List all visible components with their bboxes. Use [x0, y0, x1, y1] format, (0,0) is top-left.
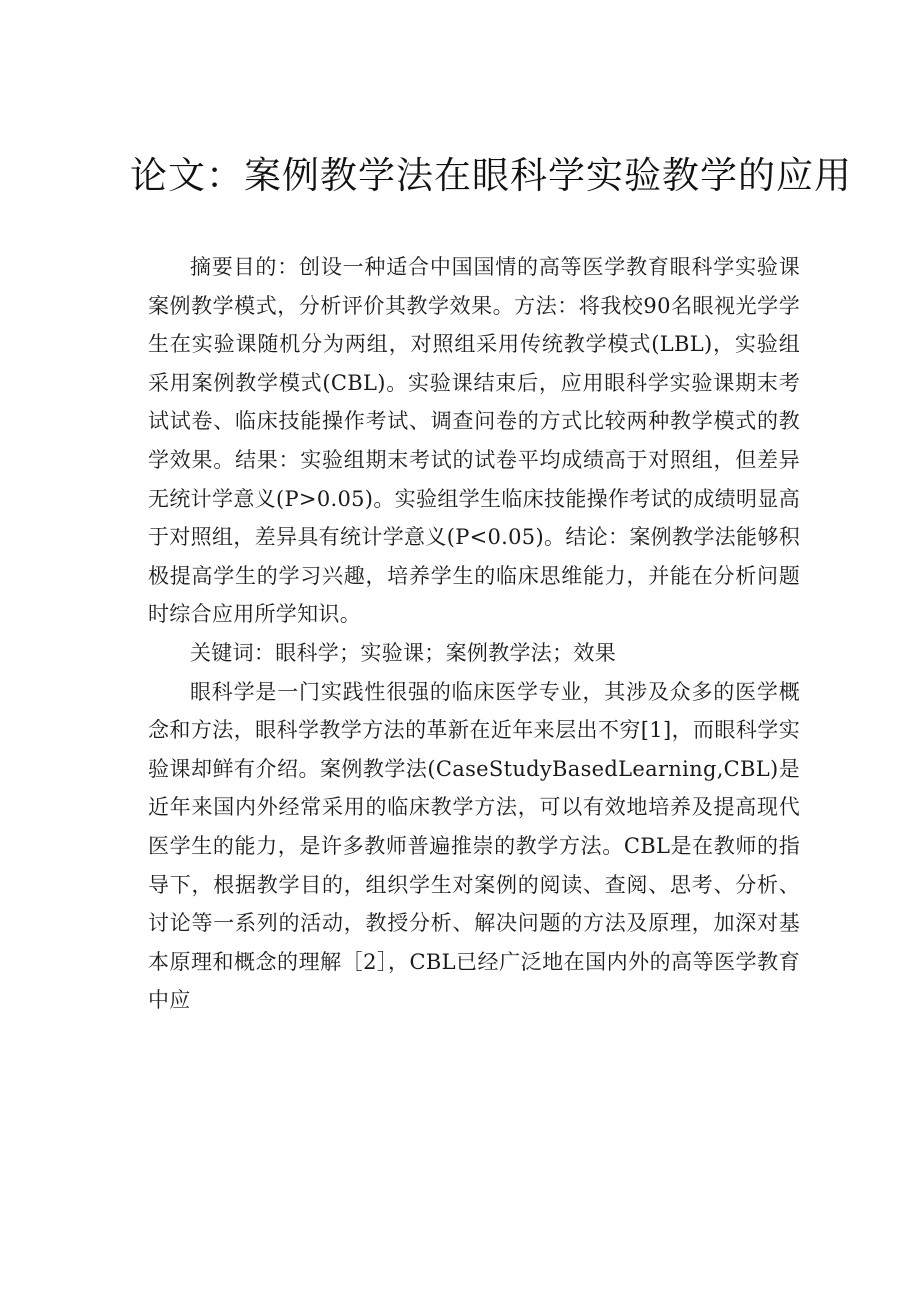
document-body: [148, 248, 800, 1020]
keywords-paragraph: 关键词：眼科学；实验课；案例教学法；效果: [190, 640, 616, 665]
intro-paragraph: 眼科学是一门实践性很强的临床医学专业，其涉及众多的医学概念和方法，眼科学教学方法的革新在近年来层出不穷[1]，而眼科学实验课却鲜有介绍。案例教学法(CaseStudyBasedLearning,CBL)是近年来国内外经常采用的临床教学方法，可以有效地培养及提高现代医学生的能力，是许多教师普遍推崇的教学方法。CBL是在教师的指导下，根据教学目的，组织学生对案例的阅读、查阅、思考、分析、讨论等一系列的活动，教授分析、解决问题的方法及原理，加深对基本原理和概念的理解［2］，CBL已经广泛地在国内外的高等医学教育中应: [148, 679, 800, 1013]
page-title: 论文：案例教学法在眼科学实验教学的应用: [130, 154, 852, 197]
abstract-paragraph: 摘要目的：创设一种适合中国国情的高等医学教育眼科学实验课案例教学模式，分析评价其教学效果。方法：将我校90名眼视光学学生在实验课随机分为两组，对照组采用传统教学模式(LBL)，实验组采用案例教学模式(CBL)。实验课结束后，应用眼科学实验课期末考试试卷、临床技能操作考试、调查问卷的方式比较两种教学模式的教学效果。结果：实验组期末考试的试卷平均成绩高于对照组，但差异无统计学意义(P>0.05)。实验组学生临床技能操作考试的成绩明显高于对照组，差异具有统计学意义(P<0.05)。结论：案例教学法能够积极提高学生的学习兴趣，培养学生的临床思维能力，并能在分析问题时综合应用所学知识。: [148, 255, 800, 627]
